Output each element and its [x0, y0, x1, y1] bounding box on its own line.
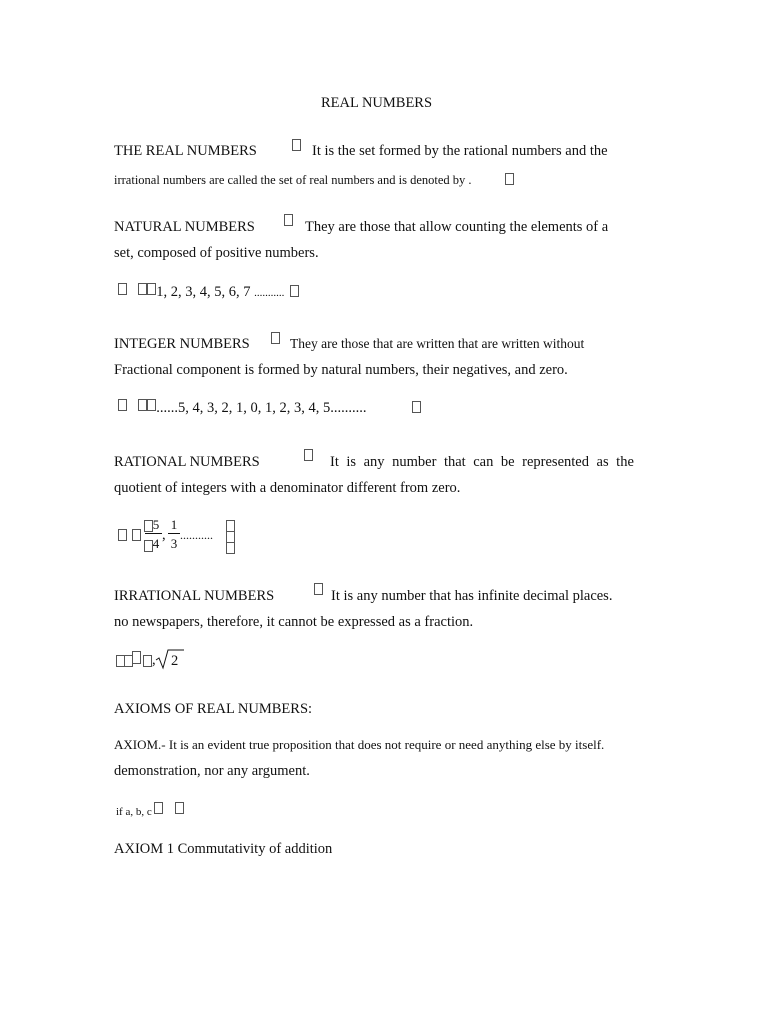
- word: can: [473, 454, 494, 470]
- rational-set-dots: ...........: [180, 528, 213, 542]
- page-title: REAL NUMBERS: [321, 95, 433, 111]
- missing-glyph-icon: [143, 655, 152, 667]
- natural-set: [118, 283, 284, 301]
- natural-set-values: 1, 2, 3, 4, 5, 6, 7: [156, 284, 251, 300]
- missing-glyph-icon: [271, 332, 280, 344]
- fraction-2-bar: [168, 533, 180, 534]
- word: It: [330, 454, 339, 470]
- axiom-definition-line2: demonstration, nor any argument.: [114, 763, 310, 779]
- rational-numbers-text-line2: quotient of integers with a denominator different from zero.: [114, 480, 461, 496]
- missing-glyph-icon: [138, 283, 147, 295]
- missing-glyph-icon: [147, 399, 156, 411]
- integer-numbers-text-line1: They are those that are written that are written without: [290, 336, 585, 351]
- square-root-icon: [155, 648, 185, 670]
- missing-glyph-icon: [118, 529, 127, 541]
- missing-glyph-icon: [154, 802, 163, 814]
- fraction-1-denominator: 4: [152, 536, 160, 551]
- word: number: [392, 454, 437, 470]
- fraction-1-numerator: 5: [152, 517, 160, 532]
- word: that: [443, 454, 466, 470]
- irrational-numbers-heading: IRRATIONAL NUMBERS: [114, 588, 275, 604]
- real-numbers-heading: THE REAL NUMBERS: [114, 143, 257, 159]
- fraction-2-denominator: 3: [170, 536, 178, 551]
- missing-glyph-icon: [138, 399, 147, 411]
- integer-set-prefix: ......: [156, 400, 178, 416]
- rational-numbers-text-line1: [330, 454, 634, 471]
- missing-glyph-icon: [147, 283, 156, 295]
- missing-glyph-icon: [226, 542, 235, 554]
- natural-numbers-text-line2: set, composed of positive numbers.: [114, 245, 319, 261]
- real-numbers-text-line2: irrational numbers are called the set of real numbers and is denoted by .: [114, 173, 472, 187]
- sqrt-value: 2: [171, 653, 179, 669]
- axiom-condition: [116, 802, 184, 818]
- missing-glyph-icon: [290, 285, 299, 297]
- word: any: [363, 454, 385, 470]
- rational-numbers-heading: RATIONAL NUMBERS: [114, 454, 260, 470]
- missing-glyph-icon: [118, 399, 127, 411]
- irrational-separator: ,: [152, 652, 156, 668]
- word: be: [500, 454, 515, 470]
- axiom-definition-line1: AXIOM.- It is an evident true proposition that does not require or need anything else by itself.: [114, 737, 605, 752]
- word: represented: [522, 454, 589, 470]
- missing-glyph-icon: [314, 583, 323, 595]
- missing-glyph-icon: [304, 449, 313, 461]
- integer-set-dots: ..........: [330, 400, 367, 416]
- natural-numbers-heading: NATURAL NUMBERS: [114, 219, 255, 235]
- axiom-1-heading: AXIOM 1 Commutativity of addition: [114, 841, 333, 857]
- natural-numbers-text-line1: They are those that allow counting the elements of a: [305, 219, 609, 235]
- integer-set: [118, 399, 367, 417]
- word: as: [596, 454, 609, 470]
- irrational-numbers-text-line1: It is any number that has infinite decimal places.: [331, 588, 613, 604]
- real-numbers-text-line1: It is the set formed by the rational numbers and the: [312, 143, 608, 159]
- fraction-comma: ,: [162, 527, 166, 543]
- missing-glyph-icon: [132, 529, 141, 541]
- axiom-condition-text: if a, b, c: [116, 806, 152, 818]
- integer-numbers-text-line2: Fractional component is formed by natural numbers, their negatives, and zero.: [114, 362, 568, 378]
- missing-glyph-icon: [412, 401, 421, 413]
- integer-set-values: 5, 4, 3, 2, 1, 0, 1, 2, 3, 4, 5: [178, 400, 331, 416]
- natural-set-dots: ...........: [254, 287, 285, 299]
- missing-glyph-icon: [175, 802, 184, 814]
- fraction-1-bar: [145, 533, 162, 534]
- irrational-numbers-text-line2: no newspapers, therefore, it cannot be expressed as a fraction.: [114, 614, 474, 630]
- missing-glyph-icon: [118, 283, 127, 295]
- word: the: [616, 454, 634, 470]
- integer-numbers-heading: INTEGER NUMBERS: [114, 336, 250, 352]
- fraction-2-numerator: 1: [170, 517, 178, 532]
- word: is: [346, 454, 357, 470]
- missing-glyph-icon: [292, 139, 301, 151]
- missing-glyph-icon: [284, 214, 293, 226]
- axioms-heading: AXIOMS OF REAL NUMBERS:: [114, 701, 313, 717]
- missing-glyph-icon: [505, 173, 514, 185]
- missing-glyph-icon: [132, 651, 141, 664]
